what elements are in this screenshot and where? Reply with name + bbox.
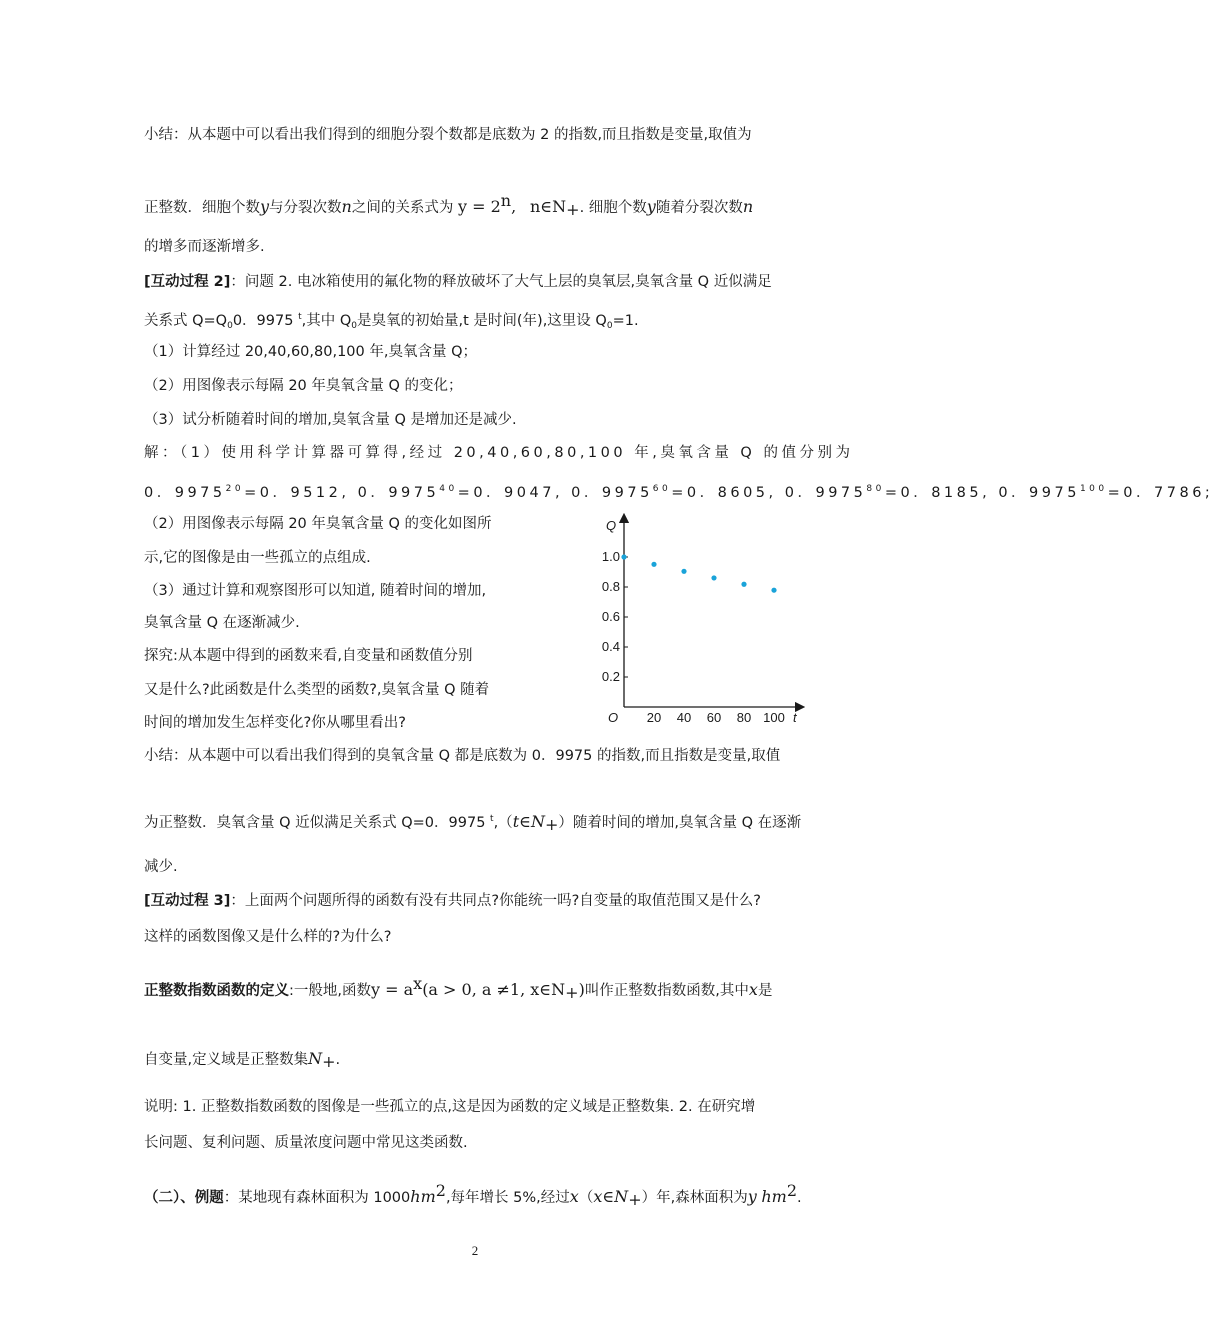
explore-line-1: 探究:从本题中得到的函数来看,自变量和函数值分别 <box>144 648 473 664</box>
explore-line-3: 时间的增加发生怎样变化?你从哪里看出? <box>144 715 406 731</box>
question-1: （1）计算经过 20,40,60,80,100 年,臭氧含量 Q； <box>144 344 477 360</box>
data-point <box>681 569 686 574</box>
y-tick-label: 0.4 <box>601 639 620 654</box>
data-point <box>651 562 656 567</box>
solution-values-line: 0．$9975^{20}=0$．9512, 0．$9975^{40}=0$．9047, 0．$9975^{60}=0$．8605, 0．$9975^{80}=0$．8185, 0．$9975^{100}=0$．7786; <box>144 484 1213 501</box>
summary-2-line-2: 为正整数．臭氧含量 Q 近似满足关系式 Q=0．9975 $^t,(t\in N_+)$随着时间的增加,臭氧含量 Q 在逐渐 <box>144 812 802 834</box>
y-tick-label: 0.6 <box>601 609 620 624</box>
x-tick-label: 60 <box>706 710 722 725</box>
x-tick-label: 80 <box>736 710 752 725</box>
x-tick-label: 100 <box>763 710 785 725</box>
solution-part-3a: （3）通过计算和观察图形可以知道, 随着时间的增加, <box>144 583 487 599</box>
data-point <box>621 554 626 559</box>
note-line-2: 长问题、复利问题、质量浓度问题中常见这类函数. <box>144 1135 468 1151</box>
y-axis-label: Q <box>606 518 617 533</box>
y-tick-label: 0.2 <box>601 669 620 684</box>
ozone-scatter-chart <box>590 512 810 726</box>
question-2: （2）用图像表示每隔 20 年臭氧含量 Q 的变化； <box>144 378 463 394</box>
interaction-2-heading: [互动过程 2]：问题 2. 电冰箱使用的氟化物的释放破坏了大气上层的臭氧层,臭氧含量 Q 近似满足 <box>144 274 772 290</box>
y-tick-label: 0.8 <box>601 579 620 594</box>
data-point <box>771 588 776 593</box>
question-3: （3）试分析随着时间的增加,臭氧含量 Q 是增加还是减少. <box>144 412 517 428</box>
summary-line-1: 小结：从本题中可以看出我们得到的细胞分裂个数都是底数为 2 的指数,而且指数是变量,取值为 <box>144 127 752 143</box>
summary-line-2: 正整数．细胞个数y与分裂次数n之间的关系式为 $y = 2^n$, $n\in N_+$. 细胞个数y随着分裂次数n <box>144 191 754 219</box>
summary-2-line-1: 小结：从本题中可以看出我们得到的臭氧含量 Q 都是底数为 0．9975 的指数,而且指数是变量,取值 <box>144 748 781 764</box>
definition-line-1: 正整数指数函数的定义:一般地,函数$y = a^x(a > 0$, a ≠1, $x\in N_+$)叫作正整数指数函数,其中x是 <box>144 974 773 1002</box>
summary-2-line-3: 减少. <box>144 859 178 875</box>
x-axis-label: t <box>793 710 797 725</box>
y-tick-label: 1.0 <box>601 549 620 564</box>
summary-line-3: 的增多而逐渐增多. <box>144 239 265 255</box>
page-number: 2 <box>471 1243 479 1258</box>
data-point <box>711 575 716 580</box>
interaction-3-line-2: 这样的函数图像又是什么样的?为什么? <box>144 929 392 945</box>
solution-part-3b: 臭氧含量 Q 在逐渐减少. <box>144 615 300 631</box>
data-point <box>741 582 746 587</box>
solution-part-2b: 示,它的图像是由一些孤立的点组成. <box>144 550 371 566</box>
note-line-1: 说明: 1. 正整数指数函数的图像是一些孤立的点,这是因为函数的定义域是正整数集. 2. 在研究增 <box>144 1099 756 1115</box>
interaction-3-heading: [互动过程 3]：上面两个问题所得的函数有没有共同点?你能统一吗?自变量的取值范围又是什么? <box>144 893 761 909</box>
example-line: （二）、例题：某地现有森林面积为 $1000hm^2$,每年增长 5%,经过$x(x\in N_+)$年,森林面积为y $hm^2$. <box>144 1181 802 1209</box>
x-tick-label: 20 <box>646 710 662 725</box>
x-tick-label: 40 <box>676 710 692 725</box>
explore-line-2: 又是什么?此函数是什么类型的函数?,臭氧含量 Q 随着 <box>144 682 490 698</box>
definition-line-2: 自变量,定义域是正整数集$N_+$. <box>144 1049 341 1071</box>
formula-line: 关系式 $Q=Q_00$．9975 $^t$,其中 $Q_0$是臭氧的初始量,t 是时间(年),这里设 $Q_0=1$. <box>144 312 639 331</box>
solution-line-1: 解：（1）使用科学计算器可算得,经过 20,40,60,80,100 年,臭氧含量 Q 的值分别为 <box>144 445 854 461</box>
origin-label: O <box>608 710 619 725</box>
solution-part-2a: （2）用图像表示每隔 20 年臭氧含量 Q 的变化如图所 <box>144 516 492 532</box>
